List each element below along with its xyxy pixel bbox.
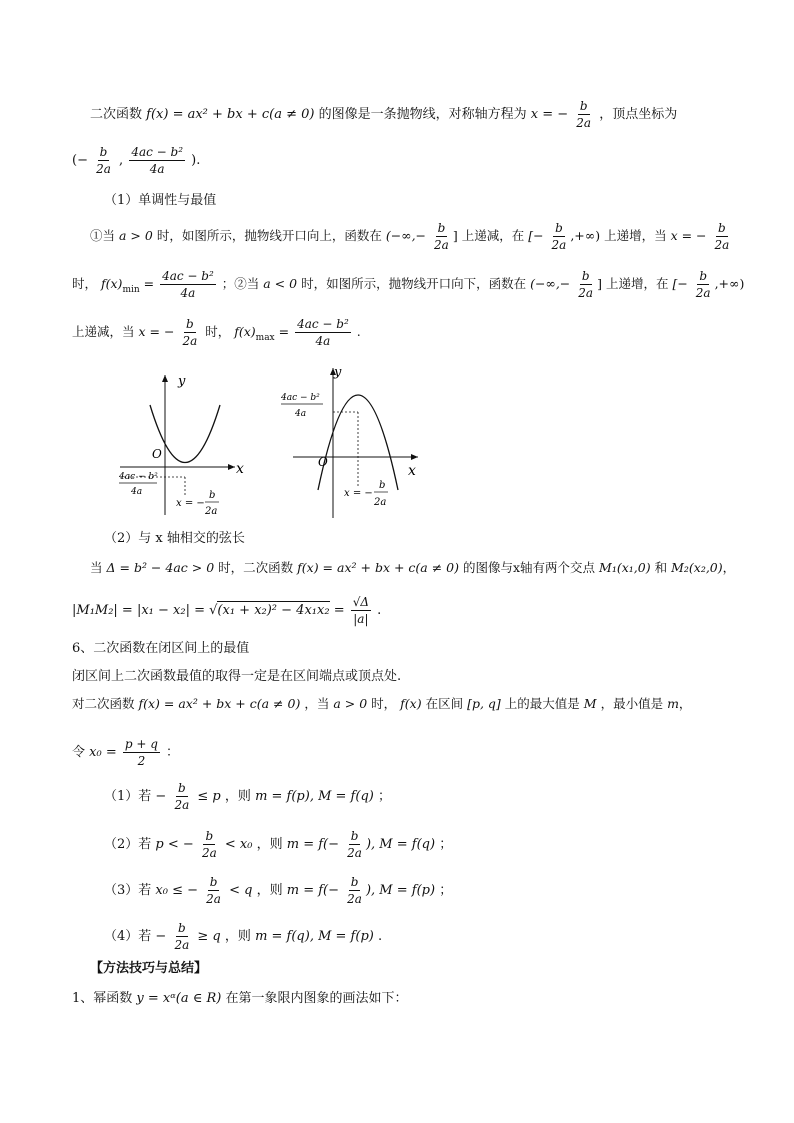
text: 的图像与x轴有两个交点	[462, 560, 596, 575]
fraction-b-over-2a	[576, 270, 595, 299]
denominator: 2a	[551, 238, 567, 252]
method-summary-heading: 【方法技巧与总结】	[90, 961, 208, 976]
x-label: x	[408, 463, 416, 479]
origin-label: O	[318, 455, 328, 469]
period: .	[196, 153, 201, 168]
fraction-b-over-2a	[432, 222, 451, 251]
numerator: b	[185, 317, 194, 331]
text: 时，	[72, 276, 98, 291]
denominator: 2a	[434, 238, 449, 252]
case-number: （2）若	[104, 837, 152, 852]
text: ，则	[256, 837, 283, 852]
case-result: m = f(−	[286, 883, 340, 898]
text: ；	[439, 837, 453, 852]
text: ；②当	[221, 276, 260, 291]
case-number: （3）若	[104, 883, 152, 898]
x-axis-arrow	[228, 464, 235, 470]
condition: a > 0	[119, 228, 153, 243]
fraction-vertex-y	[160, 270, 216, 299]
fraction-b-over-2a	[180, 318, 199, 347]
numerator: b	[350, 875, 359, 889]
denominator: 4a	[180, 286, 196, 300]
axis-label-2a: 2a	[205, 506, 218, 517]
text: 在第一象限内图象的画法如下：	[225, 991, 408, 1006]
period: .	[377, 603, 382, 618]
text: 令	[72, 745, 86, 760]
text-mid: 的图像是一条抛物线，对称轴方程为	[318, 107, 527, 122]
fraction-b-over-2a	[345, 876, 364, 905]
text: .	[377, 929, 383, 944]
fraction-b-over-2a	[694, 270, 713, 299]
text: ，最小值是	[600, 696, 664, 711]
text: 上的最大值是	[504, 696, 580, 711]
denominator: 2a	[96, 162, 111, 176]
numerator: b	[205, 829, 214, 843]
case-number: （4）若	[104, 929, 152, 944]
denominator: 2a	[714, 238, 730, 252]
denominator: 2a	[347, 892, 362, 906]
numerator: 4ac − b²	[297, 317, 349, 331]
sqrt-sign: √	[209, 603, 218, 618]
numerator: b	[178, 781, 186, 795]
case-number: （1）若	[104, 789, 152, 804]
numerator: b	[437, 221, 446, 235]
bracket: ]	[452, 228, 458, 243]
denominator: 2a	[174, 798, 190, 812]
text: 对二次函数	[72, 696, 135, 711]
numerator: √Δ	[352, 595, 370, 609]
text: 上递增，当	[604, 228, 667, 243]
numerator: p + q	[124, 737, 158, 751]
quadratic-formula: f(x) = ax² + bx + c(a ≠ 0)	[297, 560, 459, 575]
monotonic-line-3	[72, 318, 361, 347]
text: 时，	[205, 324, 231, 339]
monotonic-line-1	[90, 222, 733, 251]
inequality-right: < q	[229, 883, 253, 898]
paren-open: (−	[72, 153, 88, 168]
text: 上递减，在	[461, 228, 525, 243]
equals: =	[333, 603, 349, 618]
case-1	[104, 782, 391, 811]
vertex-value-numerator: 4ac − b²	[119, 472, 158, 482]
point-m2: M₂(x₂,0)	[671, 560, 723, 575]
case-result-tail: ), M = f(q)	[365, 837, 436, 852]
numerator: b	[99, 145, 108, 159]
section-1-title: （1）单调性与最值	[104, 193, 217, 208]
inequality-left: p < −	[155, 837, 194, 852]
period: .	[356, 324, 361, 339]
f-of-x: f(x)	[101, 276, 123, 291]
inequality-left: −	[155, 789, 167, 804]
text: ，则	[256, 883, 283, 898]
paren-close: )	[191, 153, 197, 168]
vertex-coordinates	[72, 146, 200, 175]
text: 当	[90, 560, 103, 575]
discriminant: Δ = b² − 4ac > 0	[106, 560, 215, 575]
quadratic-formula: f(x) = ax² + bx + c(a ≠ 0)	[146, 107, 315, 122]
text: 时，如图所示，抛物线开口向上，函数在	[156, 228, 382, 243]
denominator: 2a	[695, 286, 711, 300]
x-equals: x = −	[670, 228, 707, 243]
fraction-vertex-y	[129, 146, 185, 175]
inequality-right: ≤ p	[197, 789, 221, 804]
denominator: 2a	[201, 846, 217, 860]
min-symbol: m	[667, 696, 679, 711]
x0-definition	[72, 738, 179, 767]
case-result: m = f(q), M = f(p)	[255, 929, 374, 944]
fraction-b-over-2a	[172, 782, 191, 811]
numerator: b	[718, 221, 726, 235]
closed-interval-statement: 闭区间上二次函数最值的取得一定是在区间端点或顶点处.	[72, 669, 402, 684]
text-suffix: ，顶点坐标为	[599, 107, 678, 122]
numerator: b	[555, 221, 563, 235]
fraction-b-over-2a	[204, 876, 223, 905]
text: ①当	[90, 228, 116, 243]
figure-upward-parabola	[110, 365, 260, 525]
text: 上递减，当	[72, 324, 135, 339]
interval-start: [−	[528, 228, 544, 243]
axis-label-2a: 2a	[374, 497, 387, 508]
text: ，则	[224, 789, 251, 804]
power-function-line	[72, 992, 408, 1005]
denominator: 2a	[347, 846, 362, 860]
numerator: b	[178, 921, 186, 935]
axis-label-xeq: x = −	[344, 488, 373, 499]
equals: =	[274, 324, 294, 339]
monotonic-line-2	[72, 270, 744, 299]
interval-start: [−	[672, 276, 688, 291]
bracket: ]	[597, 276, 602, 291]
section-6-title: 6、二次函数在闭区间上的最值	[72, 641, 250, 656]
x-label: x	[236, 461, 244, 477]
text: ，	[678, 696, 692, 711]
numerator: 4ac − b²	[162, 269, 214, 283]
power-function-formula: y = xᵅ(a ∈ R)	[136, 991, 222, 1006]
f-of-x: f(x)	[234, 324, 256, 339]
inequality-right: ≥ q	[197, 929, 221, 944]
text: ；	[377, 789, 391, 804]
text: ，当	[304, 696, 330, 711]
vertex-value-denominator: 4a	[131, 487, 143, 497]
figure-downward-parabola	[278, 360, 428, 520]
sqrt-body: (x₁ + x₂)² − 4x₁x₂	[217, 603, 330, 618]
axis-label-b: b	[379, 480, 386, 491]
comma: ,	[119, 153, 124, 168]
denominator: 2a	[576, 116, 592, 130]
intro-line-1	[90, 100, 677, 129]
denominator: 2	[137, 754, 146, 768]
axis-label-xeq: x = −	[176, 498, 205, 509]
max-subscript: max	[255, 333, 275, 343]
interval-start: (−∞,−	[530, 276, 571, 291]
text: 时，	[371, 696, 397, 711]
numerator: b	[350, 829, 359, 843]
text: ，	[722, 560, 736, 575]
fraction-b-over-2a	[713, 222, 732, 251]
y-axis-arrow	[162, 375, 168, 382]
interval-start: (−∞,−	[385, 228, 427, 243]
axis-equation-lhs: x = −	[530, 107, 569, 122]
numerator: b	[699, 269, 708, 283]
interval-end: ,+∞)	[570, 228, 601, 243]
max-symbol: M	[583, 696, 597, 711]
fraction-b-over-2a	[172, 922, 191, 951]
parabola-curve	[318, 395, 398, 490]
fraction-b-over-2a	[345, 830, 364, 859]
interval: [p, q]	[467, 696, 501, 711]
closed-interval-line-1	[72, 698, 691, 711]
f-of-x: f(x)	[400, 696, 422, 711]
vertex-value-numerator: 4ac − b²	[281, 393, 320, 403]
y-label: y	[334, 365, 342, 380]
denominator: 2a	[206, 892, 221, 906]
equals: =	[139, 276, 159, 291]
case-result: m = f(−	[286, 837, 340, 852]
x0-lhs: x₀ =	[89, 745, 121, 760]
fraction-b-over-2a	[94, 146, 113, 175]
text: ；	[439, 883, 453, 898]
fraction-b-over-2a	[550, 222, 569, 251]
denominator: |a|	[353, 612, 369, 626]
y-label: y	[178, 374, 186, 389]
text: 在区间	[425, 696, 464, 711]
denominator: 4a	[315, 334, 331, 348]
denominator: 2a	[182, 334, 198, 348]
interval-end: ,+∞)	[714, 276, 745, 291]
chord-length-formula	[72, 596, 381, 625]
text: 上递增，在	[605, 276, 669, 291]
origin-label: O	[152, 447, 162, 461]
text: 和	[654, 560, 668, 575]
inequality-right: < x₀	[224, 837, 253, 852]
quadratic-formula: f(x) = ax² + bx + c(a ≠ 0)	[138, 696, 301, 711]
text-prefix: 二次函数	[90, 107, 143, 122]
text: ，则	[224, 929, 251, 944]
case-2	[104, 830, 452, 859]
x-axis-arrow	[411, 454, 418, 460]
case-3	[104, 876, 452, 905]
numerator: b	[581, 269, 590, 283]
point-m1: M₁(x₁,0)	[599, 560, 651, 575]
x-equals: x = −	[138, 324, 175, 339]
denominator: 2a	[578, 286, 594, 300]
axis-label-b: b	[209, 490, 216, 501]
section-2-title: （2）与 x 轴相交的弦长	[104, 531, 245, 546]
denominator: 2a	[174, 938, 190, 952]
fraction-b-over-2a	[574, 100, 593, 129]
chord-line-1	[90, 562, 735, 575]
condition: a > 0	[333, 696, 368, 711]
fraction-sqrt-delta-over-a	[351, 596, 371, 625]
text: 1、幂函数	[72, 991, 133, 1006]
numerator: b	[209, 875, 218, 889]
numerator: 4ac − b²	[131, 145, 184, 159]
vertex-value-denominator: 4a	[295, 409, 307, 419]
text: 时，如图所示，抛物线开口向下，函数在	[301, 276, 527, 291]
inequality-left: x₀ ≤ −	[155, 883, 199, 898]
fraction-p-plus-q-over-2	[123, 738, 160, 767]
case-4	[104, 922, 382, 951]
numerator: b	[579, 99, 588, 113]
text: ：	[166, 745, 180, 760]
denominator: 4a	[149, 162, 165, 176]
fraction-b-over-2a	[200, 830, 219, 859]
fraction-vertex-y	[295, 318, 351, 347]
inequality-left: −	[155, 929, 167, 944]
text: 时，二次函数	[218, 560, 294, 575]
case-result: m = f(p), M = f(q)	[255, 789, 374, 804]
min-subscript: min	[122, 285, 140, 295]
case-result-tail: ), M = f(p)	[365, 883, 436, 898]
condition: a < 0	[263, 276, 298, 291]
chord-lhs: |M₁M₂| = |x₁ − x₂| =	[72, 603, 210, 618]
